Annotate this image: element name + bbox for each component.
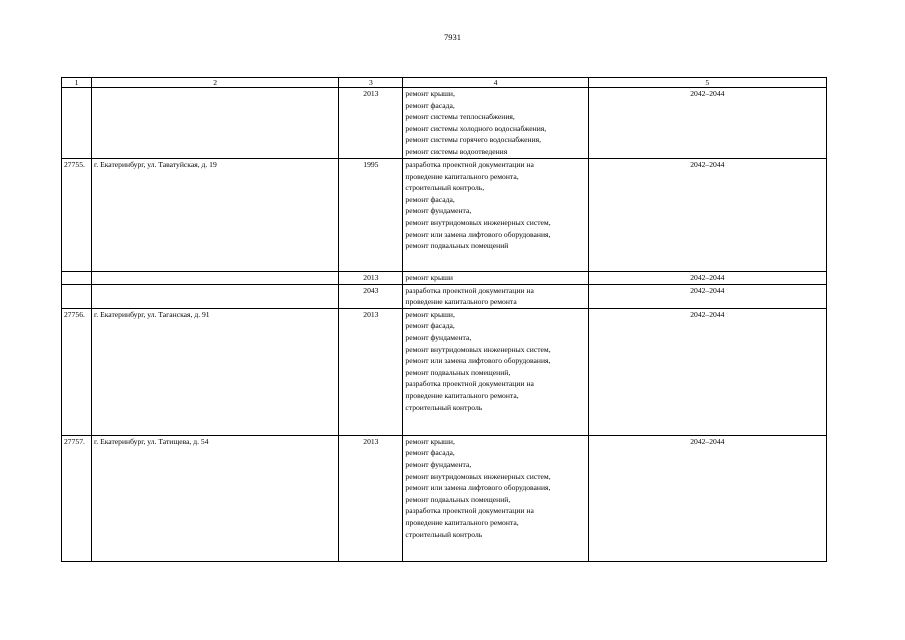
year-cell: 1995 [339, 159, 403, 272]
works-cell [403, 284, 588, 308]
row-number-cell [62, 284, 92, 308]
work-item: разработка проектной документации на [405, 285, 534, 295]
work-item: ремонт крыши, [405, 309, 455, 319]
repair-schedule-table [61, 77, 827, 562]
works-cell [403, 308, 588, 435]
address-cell: г. Екатеринбург, ул. Таватуйская, д. 19 [92, 159, 339, 272]
work-item: ремонт крыши, [405, 89, 455, 98]
address-cell: г. Екатеринбург, ул. Татищева, д. 54 [92, 435, 339, 561]
table-body [62, 88, 827, 562]
work-item: ремонт крыши, [405, 436, 455, 446]
work-item: ремонт фасада, [405, 448, 455, 458]
work-item: ремонт фасада, [405, 100, 455, 110]
table-row [62, 284, 827, 308]
work-item: ремонт фундамента, [405, 206, 472, 216]
work-item: ремонт системы холодного водоснабжения, [405, 123, 547, 133]
period-cell: 2042–2044 [588, 159, 826, 272]
column-header: 4 [403, 78, 588, 88]
period-cell: 2042–2044 [588, 308, 826, 435]
work-item: ремонт внутридомовых инженерных систем, [405, 471, 551, 481]
work-item: ремонт фасада, [405, 194, 455, 204]
column-header: 1 [62, 78, 92, 88]
address-cell: г. Екатеринбург, ул. Таганская, д. 91 [92, 308, 339, 435]
table-row [62, 88, 827, 159]
year-cell: 2013 [339, 88, 403, 159]
period-cell: 2042–2044 [588, 435, 826, 561]
row-number-cell [62, 88, 92, 159]
work-item: ремонт системы теплоснабжения, [405, 112, 515, 122]
work-item: ремонт или замена лифтового оборудования, [405, 483, 551, 493]
works-cell [403, 88, 588, 159]
address-cell [92, 272, 339, 285]
work-item: проведение капитального ремонта, [405, 171, 519, 181]
work-item: проведение капитального ремонта [405, 297, 517, 307]
column-header: 5 [588, 78, 826, 88]
row-number-cell: 27756. [62, 308, 92, 435]
column-header: 2 [92, 78, 339, 88]
work-item: ремонт фасада, [405, 321, 455, 331]
address-cell [92, 88, 339, 159]
work-item: ремонт подвальных помещений [405, 241, 509, 251]
work-item: ремонт фундамента, [405, 332, 472, 342]
work-item: проведение капитального ремонта, [405, 390, 519, 400]
work-item: ремонт внутридомовых инженерных систем, [405, 217, 551, 227]
work-item: ремонт внутридомовых инженерных систем, [405, 344, 551, 354]
address-cell [92, 284, 339, 308]
work-item: строительный контроль [405, 402, 483, 412]
work-item: ремонт или замена лифтового оборудования, [405, 229, 551, 239]
row-number-cell [62, 272, 92, 285]
work-item: ремонт системы горячего водоснабжения, [405, 135, 542, 145]
column-header: 3 [339, 78, 403, 88]
year-cell: 2013 [339, 272, 403, 285]
work-item: строительный контроль [405, 529, 483, 539]
table-row [62, 272, 827, 285]
work-item: разработка проектной документации на [405, 506, 534, 516]
period-cell: 2042–2044 [588, 88, 826, 159]
work-item: ремонт крыши [405, 273, 453, 282]
row-number-cell: 27757. [62, 435, 92, 561]
work-item: разработка проектной документации на [405, 379, 534, 389]
work-item: ремонт системы водоотведения [405, 146, 508, 156]
work-item: разработка проектной документации на [405, 160, 534, 169]
period-cell: 2042–2044 [588, 272, 826, 285]
table-row [62, 308, 827, 435]
table-row [62, 435, 827, 561]
work-item: строительный контроль, [405, 183, 485, 193]
work-item: ремонт подвальных помещений, [405, 367, 511, 377]
works-cell [403, 272, 588, 285]
work-item: ремонт подвальных помещений, [405, 494, 511, 504]
page-number: 7931 [444, 32, 461, 42]
table-header-row [62, 78, 827, 88]
work-item: ремонт фундамента, [405, 459, 472, 469]
year-cell: 2013 [339, 435, 403, 561]
year-cell: 2013 [339, 308, 403, 435]
work-item: проведение капитального ремонта, [405, 517, 519, 527]
works-cell [403, 435, 588, 561]
table-row [62, 159, 827, 272]
works-cell [403, 159, 588, 272]
period-cell: 2042–2044 [588, 284, 826, 308]
year-cell: 2043 [339, 284, 403, 308]
row-number-cell: 27755. [62, 159, 92, 272]
work-item: ремонт или замена лифтового оборудования, [405, 356, 551, 366]
